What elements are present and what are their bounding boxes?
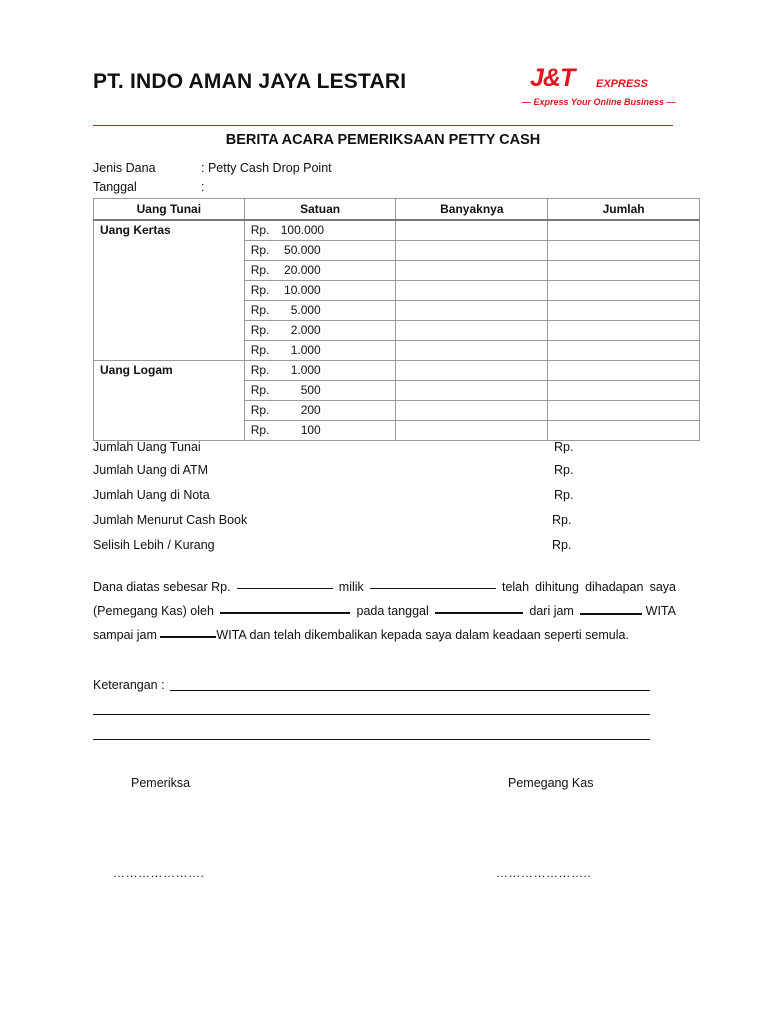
meta-value: : Petty Cash Drop Point bbox=[201, 161, 332, 175]
satuan-cell bbox=[244, 341, 396, 361]
summary-rp: Rp. bbox=[554, 440, 574, 454]
satuan-cell bbox=[244, 421, 396, 441]
rp-label: Rp. bbox=[250, 243, 270, 257]
summary-rp: Rp. bbox=[552, 538, 572, 552]
satuan-cell bbox=[244, 241, 396, 261]
banyaknya-cell[interactable] bbox=[396, 361, 548, 381]
jumlah-cell[interactable] bbox=[548, 421, 700, 441]
jumlah-cell[interactable] bbox=[548, 220, 700, 241]
banyaknya-cell[interactable] bbox=[396, 421, 548, 441]
statement-text: milik bbox=[338, 580, 364, 594]
summary-jumlah-uang-tunai bbox=[93, 440, 201, 454]
satuan-cell bbox=[244, 361, 396, 381]
statement-line-2 bbox=[93, 599, 676, 623]
rp-label: Rp. bbox=[250, 283, 270, 297]
jumlah-cell[interactable] bbox=[548, 321, 700, 341]
summary-label: Jumlah Uang di ATM bbox=[93, 463, 209, 477]
summary-jumlah-uang-nota bbox=[93, 488, 210, 502]
col-header-jumlah: Jumlah bbox=[548, 199, 700, 221]
signature-line-pemegang-kas[interactable]: ………………….. bbox=[496, 866, 592, 880]
statement-text: (Pemegang Kas) oleh bbox=[93, 604, 214, 618]
group-uang-kertas: Uang Kertas bbox=[94, 220, 245, 361]
statement-text: sampai jam bbox=[93, 628, 157, 642]
logo-brand-text: J&T bbox=[530, 64, 575, 92]
company-name: PT. INDO AMAN JAYA LESTARI bbox=[93, 70, 407, 93]
statement-text: WITA dan telah dikembalikan kepada saya dalam keadaan seperti semula. bbox=[216, 628, 629, 642]
statement-text: WITA bbox=[645, 604, 676, 618]
satuan-cell bbox=[244, 381, 396, 401]
date-blank[interactable] bbox=[435, 599, 523, 614]
col-header-banyaknya: Banyaknya bbox=[396, 199, 548, 221]
rp-label: Rp. bbox=[250, 403, 270, 417]
keterangan-line-1[interactable] bbox=[170, 690, 650, 691]
satuan-cell bbox=[244, 220, 396, 241]
statement-text: pada tanggal bbox=[356, 604, 429, 618]
satuan-cell bbox=[244, 261, 396, 281]
denomination: 100.000 bbox=[280, 223, 325, 237]
statement-text: dihitung bbox=[535, 580, 579, 594]
jumlah-cell[interactable] bbox=[548, 361, 700, 381]
rp-label: Rp. bbox=[250, 223, 270, 237]
document-title: BERITA ACARA PEMERIKSAAN PETTY CASH bbox=[225, 132, 541, 148]
summary-label: Selisih Lebih / Kurang bbox=[93, 538, 215, 552]
denomination: 200 bbox=[300, 403, 321, 417]
rp-label: Rp. bbox=[250, 423, 270, 437]
satuan-cell bbox=[244, 321, 396, 341]
keterangan-label: Keterangan : bbox=[93, 678, 165, 692]
start-time-blank[interactable] bbox=[580, 600, 642, 615]
banyaknya-cell[interactable] bbox=[396, 381, 548, 401]
banyaknya-cell[interactable] bbox=[396, 281, 548, 301]
cash-table bbox=[93, 198, 700, 441]
denomination: 1.000 bbox=[290, 363, 321, 377]
summary-selisih bbox=[93, 538, 215, 552]
statement-text: telah bbox=[501, 580, 530, 594]
table-header-row bbox=[94, 199, 700, 221]
banyaknya-cell[interactable] bbox=[396, 341, 548, 361]
jumlah-cell[interactable] bbox=[548, 241, 700, 261]
signature-label-pemegang-kas: Pemegang Kas bbox=[508, 776, 594, 790]
meta-jenis-dana bbox=[93, 161, 332, 175]
denomination: 5.000 bbox=[290, 303, 321, 317]
meta-value: : bbox=[201, 180, 205, 194]
statement-line-3 bbox=[93, 623, 676, 647]
jumlah-cell[interactable] bbox=[548, 301, 700, 321]
end-time-blank[interactable] bbox=[160, 623, 216, 638]
keterangan-line-2[interactable] bbox=[93, 714, 650, 715]
col-header-uang-tunai: Uang Tunai bbox=[94, 199, 245, 221]
meta-tanggal bbox=[93, 180, 205, 194]
amount-blank[interactable] bbox=[237, 575, 333, 589]
rp-label: Rp. bbox=[250, 343, 270, 357]
denomination: 10.000 bbox=[284, 283, 321, 297]
summary-rp: Rp. bbox=[554, 463, 574, 477]
denomination: 20.000 bbox=[284, 263, 321, 277]
header-divider bbox=[93, 125, 673, 126]
satuan-cell bbox=[244, 301, 396, 321]
statement-text: saya bbox=[649, 580, 676, 594]
statement-line-1 bbox=[93, 575, 676, 599]
statement-paragraph bbox=[93, 575, 676, 647]
keterangan-line-3[interactable] bbox=[93, 739, 650, 740]
satuan-cell bbox=[244, 281, 396, 301]
banyaknya-cell[interactable] bbox=[396, 241, 548, 261]
summary-label: Jumlah Uang di Nota bbox=[93, 488, 210, 502]
denomination: 1.000 bbox=[290, 343, 321, 357]
jumlah-cell[interactable] bbox=[548, 401, 700, 421]
rp-label: Rp. bbox=[250, 303, 270, 317]
banyaknya-cell[interactable] bbox=[396, 301, 548, 321]
owner-blank[interactable] bbox=[370, 575, 496, 589]
meta-label: Jenis Dana bbox=[93, 161, 156, 175]
banyaknya-cell[interactable] bbox=[396, 321, 548, 341]
denomination: 50.000 bbox=[284, 243, 321, 257]
banyaknya-cell[interactable] bbox=[396, 261, 548, 281]
table-row bbox=[94, 220, 700, 241]
logo-express-text: EXPRESS bbox=[596, 78, 648, 90]
summary-jumlah-cash-book bbox=[93, 513, 247, 527]
counter-blank[interactable] bbox=[220, 599, 350, 614]
group-uang-logam: Uang Logam bbox=[94, 361, 245, 441]
denomination: 500 bbox=[300, 383, 321, 397]
banyaknya-cell[interactable] bbox=[396, 220, 548, 241]
summary-jumlah-uang-atm bbox=[93, 463, 208, 477]
signature-line-pemeriksa[interactable]: …………………. bbox=[113, 866, 205, 880]
signature-label-pemeriksa: Pemeriksa bbox=[131, 776, 191, 790]
banyaknya-cell[interactable] bbox=[396, 401, 548, 421]
summary-rp: Rp. bbox=[552, 513, 572, 527]
satuan-cell bbox=[244, 401, 396, 421]
rp-label: Rp. bbox=[250, 383, 270, 397]
rp-label: Rp. bbox=[250, 263, 270, 277]
jumlah-cell[interactable] bbox=[548, 341, 700, 361]
jnt-logo bbox=[520, 64, 680, 112]
meta-label: Tanggal bbox=[93, 180, 137, 194]
rp-label: Rp. bbox=[250, 363, 270, 377]
jumlah-cell[interactable] bbox=[548, 381, 700, 401]
statement-text: dari jam bbox=[529, 604, 574, 618]
summary-label: Jumlah Uang Tunai bbox=[93, 440, 201, 454]
denomination: 2.000 bbox=[290, 323, 321, 337]
summary-label: Jumlah Menurut Cash Book bbox=[93, 513, 248, 527]
jumlah-cell[interactable] bbox=[548, 261, 700, 281]
statement-text: dihadapan bbox=[585, 580, 644, 594]
summary-rp: Rp. bbox=[554, 488, 574, 502]
denomination: 100 bbox=[300, 423, 321, 437]
logo-tagline: — Express Your Online Business — bbox=[522, 97, 676, 107]
jumlah-cell[interactable] bbox=[548, 281, 700, 301]
rp-label: Rp. bbox=[250, 323, 270, 337]
col-header-satuan: Satuan bbox=[244, 199, 396, 221]
table-row bbox=[94, 361, 700, 381]
statement-text: Dana diatas sebesar Rp. bbox=[93, 580, 231, 594]
